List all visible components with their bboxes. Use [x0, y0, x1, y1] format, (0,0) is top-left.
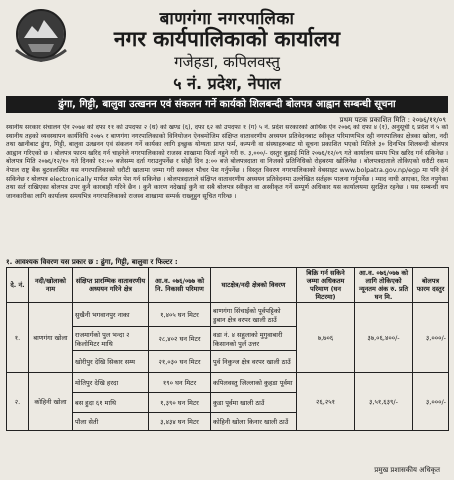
cell-qty: २८,४०२ घन मिटर [149, 327, 211, 351]
table-row [7, 373, 449, 393]
municipality-name: बाणगंगा नगरपालिका [159, 9, 295, 29]
col-header: संक्षिप्त प्रारम्भिक वातावरणीय अध्ययन गरिने क्षेत्र [73, 268, 149, 303]
cell-detail: बाणगंगा सिंचाईको पूर्वपट्टिको डुबान क्षेत्र वरपर खाली ठाउँ [211, 303, 297, 327]
cell-area: बस हुदा ६१ माथि [73, 393, 149, 413]
col-header: घाटक्षेत्र/नदी क्षेत्रको विवरण [211, 268, 297, 303]
office-name: नगर कार्यपालिकाको कार्यालय [113, 27, 341, 51]
table-caption: १. आवश्यक विवरण यस प्रकार छ : ढुंगा, गिट्टी, बालुवा र फिल्टर : [6, 258, 178, 266]
notice-body: स्थानीय सरकार संचालन ऐन २०७४ को दफा ११ को उपदफा २ (ध) को खण्ड (६), दफा ६२ को उपदफा १ (ग) ५ नं. प्रदेश सरकारको आर्थिक ऐन २०७६ को दफा ४ (१), अनुसूची ६ प्रदेश नं ५ को स्थानीय तहको व्यवस्थापन कार्यविधि २०७५ र बाणगंगा नगरपालिकाको विनियोजन ऐनबमोजिम संक्षिप्त वातावरणीय अध्ययन प्रतिवेदनबाट स्वीकृत परिमाणभित्र रही नगरपालिका क्षेत्रका खोला, नदी तथा खानीबाट ढुंगा, गिट्टी, बालुवा उत्खनन एवं संकलन गर्ने कार्यका लागि इच्छुक योग्यता प्राप्त फर्म, कम्पनी वा संस्थाहरूबाट यो सूचना प्रकाशित भएको मितिले ३० दिनभित्र शिलबन्दी बोलपत्र आह्वान गरिएको छ । बोलपत्र फारम खरिद गर्न चाहनेले नगरपालिकाको राजस्व शाखामा फिर्ता नहुने गरी रु. ३,०००/- दस्तुर बुझाई मिति २०७६/१२/०९ गते कार्यालय समय भित्र खरिद गर्न सकिनेछ । बोलपत्र मिति २०७६/१२/१० गते दिनको १२:०० बजेसम्म दर्ता गराउनुपर्नेछ र सोही दिन ३:०० बजे बोलपत्रदाता वा निजको प्रतिनिधिको रोहबरमा खोलिनेछ । बोलपत्रदाताले तोकिएको धरौटी रकम नेपाल राष्ट्र बैंक बुटवलस्थित यस नगरपालिकाको धरौटी खातामा जम्मा गरी सक्कल भौचर पेश गर्नुपर्नेछ । विस्तृत विवरण नगरपालिकाको वेबसाइट www.bolpatra.gov.np/egp मा पनि हेर्न सकिनेछ र बोलपत्र electronically मार्फत समेत पेश गर्न सकिनेछ । बोलपत्रदाताले संक्षिप्त वातावरणीय अध्ययन प्रतिवेदनमा उल्लेखित सर्तहरू पालना गर्नुपर्नेछ । म्याद नाघी आएका, रित नपुगेका तथा सर्त राखिएका बोलपत्र उपर कुनै कारबाही गरिने छैन । कुनै कारण नदेखाई कुनै वा सबै बोलपत्र स्वीकृत वा अस्वीकृत गर्ने सम्पूर्ण अधिकार यस कार्यालयमा सुरक्षित रहनेछ । यस सम्बन्धी थप जानकारीका लागि कार्यालय समयभित्र नगरपालिकाको राजस्व शाखामा सम्पर्क राख्नुहुन सूचित गरिन्छ । [6, 124, 448, 200]
cell-rate: ३,५१,६३९/- [355, 373, 413, 431]
cell-total: ७,७०६ [297, 303, 355, 373]
publish-date: प्रथम पटक प्रकाशित मिति : २०७६/११/०९ [339, 116, 446, 124]
signature-label: प्रमुख प्रशासकीय अधिकृत [374, 466, 440, 474]
cell-detail: कोहिनी खोला किनार खाली ठाउँ [211, 413, 297, 431]
cell-detail: कुडा पूर्वमा खाली ठाउँ [211, 393, 297, 413]
cell-river: बाणगंगा खोला [29, 303, 73, 373]
col-header: आ.व. ०७६/०७७ को लागि तोकिएको न्यूनतम अंक रु. प्रति घन मि. [355, 268, 413, 303]
cell-fee: ३,०००/- [413, 303, 449, 373]
cell-area: राजमार्गको पुल भन्दा २ किलोमिटर माथि [73, 327, 149, 351]
details-table [6, 267, 449, 431]
cell-sn: १. [7, 303, 29, 373]
cell-total: २६,२५१ [297, 373, 355, 431]
col-header: नदी/खोलाको नाम [29, 268, 73, 303]
cell-area: सुखैनी भगवानपुर नाका [73, 303, 149, 327]
col-header: आ.व. ०७६/०७७ को नि. निकासी परिमाण [149, 268, 211, 303]
cell-river: कोहिनी खोला [29, 373, 73, 431]
cell-qty: १,३९० घन मिटर [149, 393, 211, 413]
province-line: ५ नं. प्रदेश, नेपाल [173, 74, 281, 93]
col-header: बिक्रि गर्न सकिने जम्मा अधिकतम परिमाण (घन मिटरमा) [297, 268, 355, 303]
cell-detail: पुर्व निकुन्ज क्षेत्र वरपर खाली ठाउँ [211, 351, 297, 373]
cell-area: खोरीपुर देखि सिकार सम्म [73, 351, 149, 373]
office-location: गजेहडा, कपिलवस्तु [174, 53, 280, 71]
cell-fee: ३,०००/- [413, 373, 449, 431]
cell-qty: २१,०३० घन मिटर [149, 351, 211, 373]
notice-title: ढुंगा, गिट्टी, बालुवा उत्खनन एवं संकलन गर्ने कार्यको शिलबन्दी बोलपत्र आह्वान सम्बन्धी सूचना [6, 96, 448, 113]
cell-qty: १,४०५ घन मिटर [149, 303, 211, 327]
cell-sn: २. [7, 373, 29, 431]
cell-detail: कपिलवस्तु जिल्लाको कुहडा पूर्वमा [211, 373, 297, 393]
col-header: दे. नं. [7, 268, 29, 303]
cell-detail: वडा नं. ४ सहुलाको मुगुवाबारी किसानको पुर्ल उत्तर [211, 327, 297, 351]
cell-qty: १९० घन मिटर [149, 373, 211, 393]
table-header-row [7, 268, 449, 303]
table-row [7, 303, 449, 327]
cell-rate: ३७,०६,४००/- [355, 303, 413, 373]
cell-area: मोतिपुर देखि हरदा [73, 373, 149, 393]
col-header: बोलपत्र फारम दस्तुर [413, 268, 449, 303]
cell-area: पौला सेती [73, 413, 149, 431]
cell-qty: ३,४३४ घन मिटर [149, 413, 211, 431]
